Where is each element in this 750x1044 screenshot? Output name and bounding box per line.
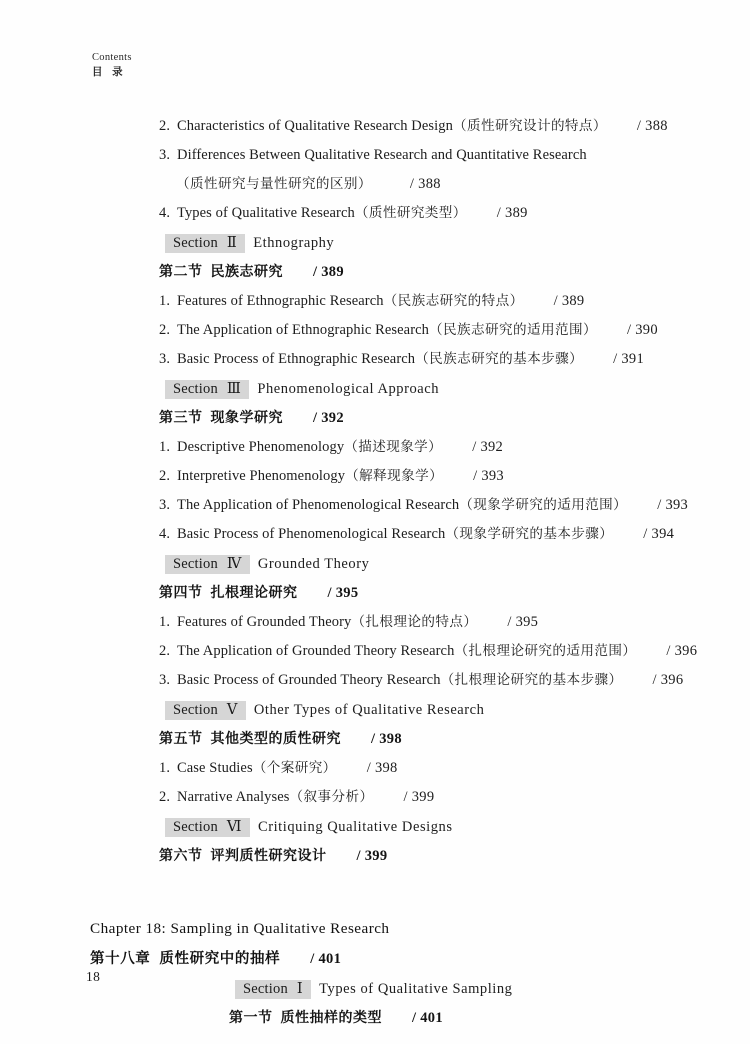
section-heading-en[interactable] [165,374,750,404]
section-title-cn: 质性抽样的类型 [280,1010,382,1026]
toc-entry[interactable] [159,141,750,170]
section-heading-en[interactable] [165,695,750,725]
section-heading-en[interactable] [165,228,750,258]
entry-title-cn: （民族志研究的适用范围） [429,322,597,338]
running-head-en: Contents [92,52,132,63]
page-ref[interactable]: / 395 [507,614,539,630]
entry-number: 3. [159,672,171,688]
entry-title-en: Narrative Analyses [177,789,290,805]
section-title-cn: 扎根理论研究 [210,585,298,601]
section-title-en: Types of Qualitative Sampling [319,981,513,997]
section-number-cn: 第一节 [229,1010,273,1026]
section-heading-cn[interactable] [159,258,750,287]
section-roman-numeral: Ⅰ [296,981,304,997]
entry-title-cn: （扎根理论研究的基本步骤） [440,672,623,688]
entry-title-en: The Application of Grounded Theory Research [177,643,455,659]
toc-entry[interactable] [159,112,750,141]
toc-entry[interactable] [159,608,750,637]
section-badge [165,234,245,253]
entry-number: 1. [159,293,171,309]
section-heading-cn[interactable] [229,1004,750,1033]
entry-title-en: Basic Process of Grounded Theory Research [177,672,441,688]
toc-entry[interactable] [159,754,750,783]
section-title-cn: 现象学研究 [210,410,283,426]
section-label: Section [173,556,218,572]
entry-number: 2. [159,468,171,484]
toc-entry-continuation[interactable] [176,170,750,199]
entry-number: 2. [159,322,171,338]
page-ref[interactable]: / 398 [371,731,402,747]
page-ref[interactable]: / 401 [310,951,342,967]
section-label: Section [173,381,218,397]
page-ref[interactable]: / 399 [403,789,435,805]
entry-title-en: Features of Grounded Theory [177,614,352,630]
page-ref[interactable]: / 398 [366,760,398,776]
page-ref[interactable]: / 395 [327,585,359,601]
toc-entry[interactable] [159,520,750,549]
section-title-en: Phenomenological Approach [257,381,440,397]
entry-number: 4. [159,205,171,221]
chapter-name-cn: 质性研究中的抽样 [159,951,281,967]
chapter-spacer [0,871,750,913]
entry-title-cn: （质性研究与量性研究的区别） [176,176,372,192]
page-ref[interactable]: / 389 [553,293,585,309]
entry-title-cn: （民族志研究的特点） [383,293,524,309]
section-badge [165,818,250,837]
section-heading-cn[interactable] [159,725,750,754]
section-roman-numeral: Ⅳ [226,556,242,572]
running-head-cn: 目 录 [92,67,127,78]
toc-body [0,112,750,1033]
toc-entry[interactable] [159,462,750,491]
section-heading-cn[interactable] [159,404,750,433]
section-badge [235,980,311,999]
toc-entry[interactable] [159,783,750,812]
section-badge [165,555,250,574]
entry-title-en: Descriptive Phenomenology [177,439,345,455]
page-number: 18 [86,969,101,984]
page-ref[interactable]: / 390 [626,322,658,338]
section-label: Section [243,981,288,997]
entry-title-en: Characteristics of Qualitative Research Design [177,118,453,134]
entry-title-en: Basic Process of Ethnographic Research [177,351,416,367]
entry-title-en: Case Studies [177,760,253,776]
entry-title-cn: （扎根理论的特点） [351,614,478,630]
toc-entry[interactable] [159,287,750,316]
page-ref[interactable]: / 388 [409,176,441,192]
entry-number: 2. [159,643,171,659]
entry-title-cn: （质性研究类型） [354,205,467,221]
section-heading-en[interactable] [165,812,750,842]
section-number-cn: 第四节 [159,585,203,601]
section-heading-cn[interactable] [159,842,750,871]
entry-title-cn: （解释现象学） [345,468,444,484]
section-number-cn: 第三节 [159,410,203,426]
page-ref[interactable]: / 388 [636,118,668,134]
entry-number: 1. [159,439,171,455]
section-number-cn: 第六节 [159,848,203,864]
page-ref[interactable]: / 396 [666,643,698,659]
running-head [92,50,132,81]
section-title-cn: 其他类型的质性研究 [210,731,341,747]
toc-entry[interactable] [159,199,750,228]
entry-title-cn: （个案研究） [252,760,337,776]
entry-number: 3. [159,351,171,367]
entry-title-cn: （扎根理论研究的适用范围） [454,643,637,659]
section-title-en: Critiquing Qualitative Designs [258,819,453,835]
entry-number: 3. [159,147,171,163]
entry-title-cn: （描述现象学） [344,439,443,455]
toc-entry[interactable] [159,345,750,374]
section-title-cn: 民族志研究 [210,264,283,280]
page-ref[interactable]: / 393 [657,497,689,513]
section-number-cn: 第五节 [159,731,203,747]
entry-number: 1. [159,614,171,630]
section-title-en: Other Types of Qualitative Research [253,702,485,718]
entry-title-cn: （叙事分析） [289,789,374,805]
entry-number: 2. [159,118,171,134]
section-badge [165,701,246,720]
page-ref[interactable]: / 396 [652,672,684,688]
section-heading-en[interactable] [235,974,750,1004]
section-heading-cn[interactable] [159,579,750,608]
section-label: Section [173,819,218,835]
page-ref[interactable]: / 389 [496,205,528,221]
toc-entry[interactable] [159,316,750,345]
section-title-en: Grounded Theory [257,556,370,572]
entry-title-en: The Application of Phenomenological Research [177,497,460,513]
entry-title-cn: （现象学研究的基本步骤） [445,526,614,542]
entry-title-cn: （质性研究设计的特点） [452,118,607,134]
entry-title-cn: （民族志研究的基本步骤） [415,351,584,367]
page-ref[interactable]: / 392 [472,439,504,455]
page-ref[interactable]: / 394 [643,526,675,542]
section-roman-numeral: Ⅴ [226,702,238,718]
entry-title-en: Differences Between Qualitative Research and Quantitative Research [177,147,587,163]
entry-title-en: Basic Process of Phenomenological Research [177,526,446,542]
page-ref[interactable]: / 401 [412,1010,443,1026]
section-title-en: Ethnography [253,235,335,251]
entry-number: 1. [159,760,171,776]
chapter-number-cn: 第十八章 [90,951,151,967]
chapter-title-cn[interactable] [90,944,750,974]
section-roman-numeral: Ⅲ [226,381,242,397]
entry-title-en: Types of Qualitative Research [177,205,355,221]
section-roman-numeral: Ⅱ [226,235,238,251]
section-label: Section [173,235,218,251]
section-number-cn: 第二节 [159,264,203,280]
entry-title-cn: （现象学研究的适用范围） [459,497,628,513]
section-title-cn: 评判质性研究设计 [210,848,327,864]
entry-title-en: Interpretive Phenomenology [177,468,346,484]
section-heading-en[interactable] [165,549,750,579]
toc-entry[interactable] [159,491,750,520]
entry-number: 3. [159,497,171,513]
page-ref[interactable]: / 392 [313,410,344,426]
entry-number: 4. [159,526,171,542]
chapter-title-en[interactable]: Chapter 18: Sampling in Qualitative Research [90,920,390,937]
toc-entry[interactable] [159,637,750,666]
page-ref[interactable]: / 389 [313,264,344,280]
entry-title-en: Features of Ethnographic Research [177,293,384,309]
toc-entry[interactable] [159,433,750,462]
section-label: Section [173,702,218,718]
page-ref[interactable]: / 393 [473,468,504,484]
page-ref[interactable]: / 399 [356,848,388,864]
page-ref[interactable]: / 391 [613,351,644,367]
entry-number: 2. [159,789,171,805]
section-badge [165,380,249,399]
entry-title-en: The Application of Ethnographic Research [177,322,430,338]
section-roman-numeral: Ⅵ [226,819,242,835]
toc-entry[interactable] [159,666,750,695]
